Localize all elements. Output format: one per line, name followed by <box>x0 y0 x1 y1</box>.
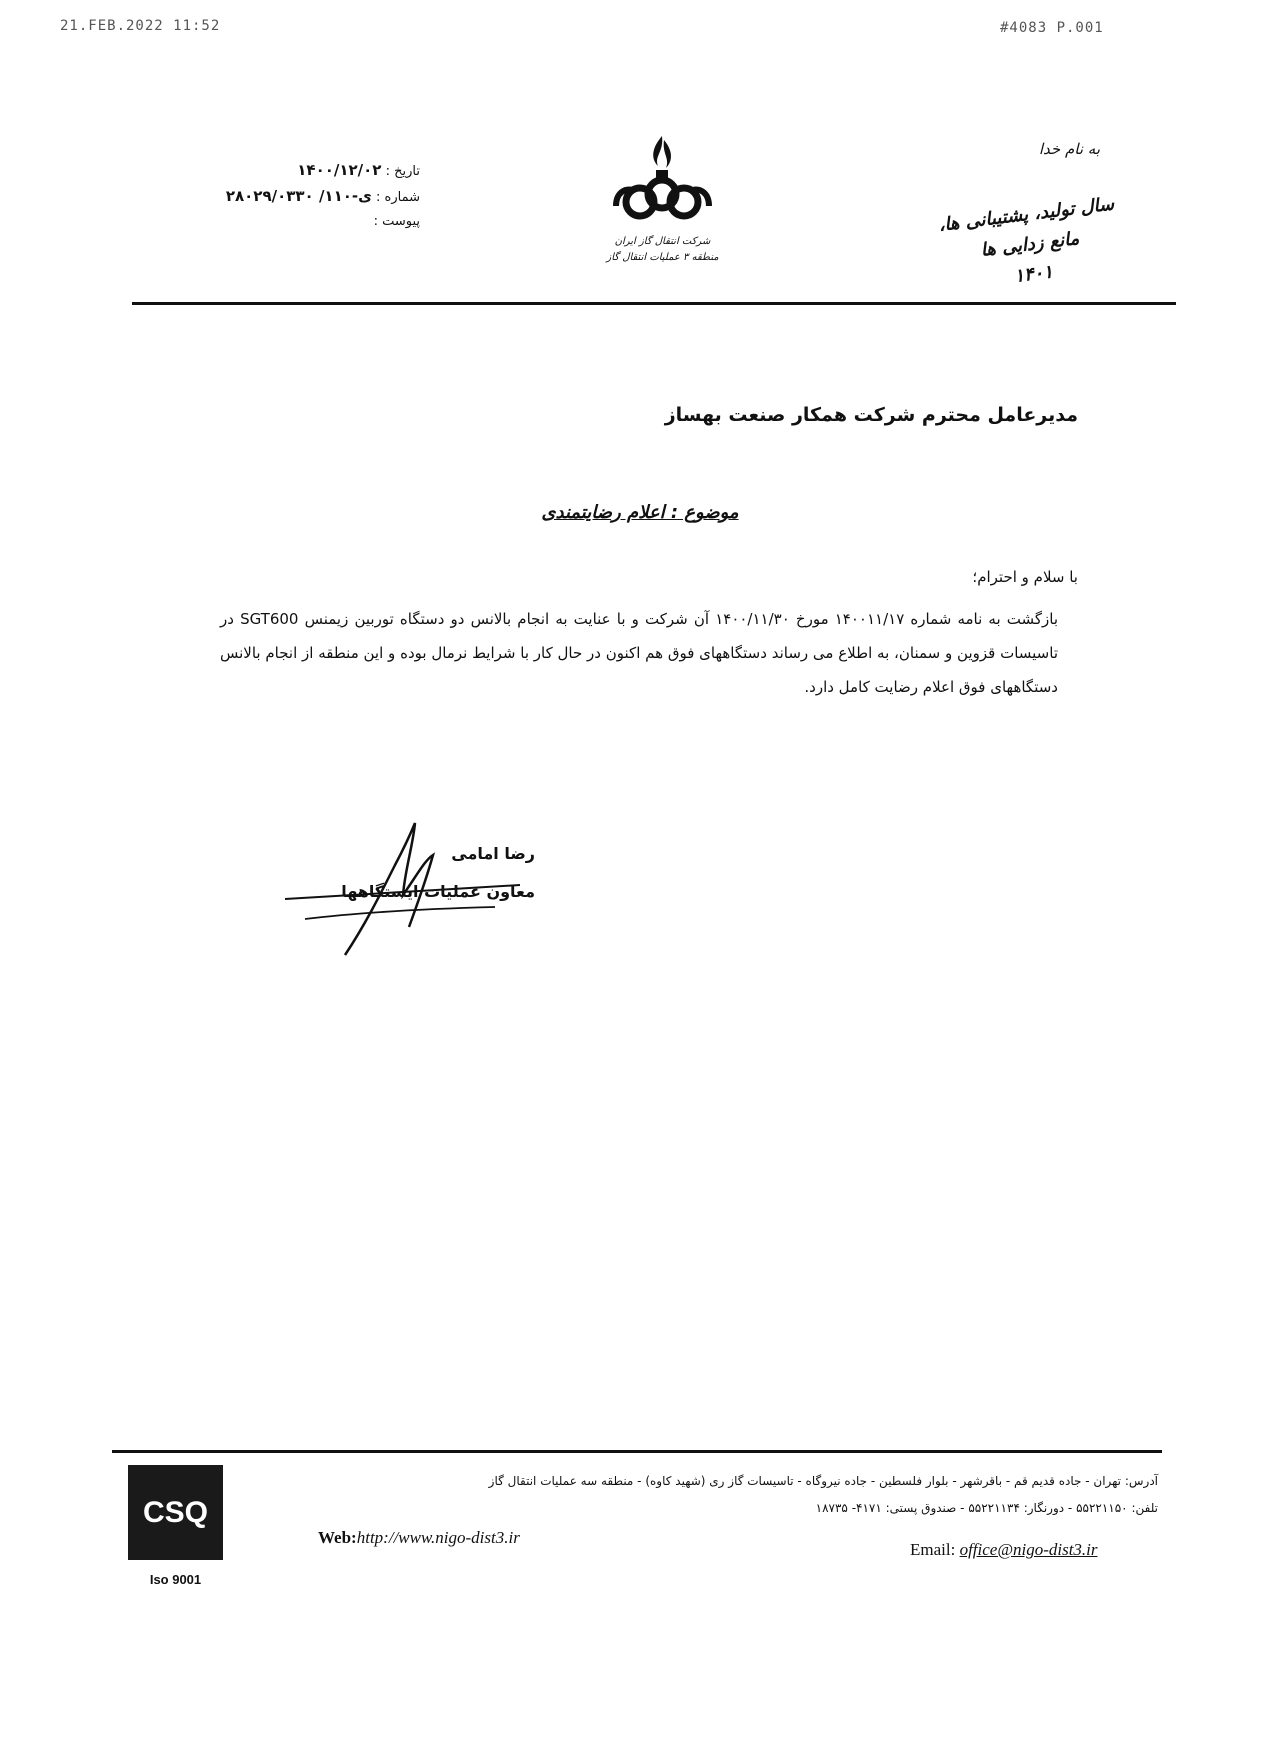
letter-meta <box>160 158 420 234</box>
year-slogan <box>925 188 1134 302</box>
footer-address-block <box>300 1468 1158 1522</box>
subject: موضوع : اعلام رضایتمندی <box>541 502 739 523</box>
certification-badge <box>128 1465 223 1587</box>
signature-block <box>285 815 545 965</box>
signer-name: رضا امامی <box>451 844 535 863</box>
slogan-year: ۱۴۰۱ <box>1013 261 1055 288</box>
attachment-row <box>160 210 420 234</box>
number-value: ی-۱۱۰/ ۲۸۰۲۹/۰۳۳۰ <box>225 187 372 205</box>
footer-divider <box>112 1450 1162 1453</box>
letter-body: بازگشت به نامه شماره ۱۴۰۰۱۱/۱۷ مورخ ۱۴۰۰/۱۱/۳۰ آن شرکت و با عنایت به انجام بالانس دو دستگاه توربین زیمنس SGT600 در تاسیسات قزوین و سمنان، به اطلاع می رساند دستگاههای فوق هم اکنون در حال کار با شرایط نرمال بوده و این منطقه از انجام بالانس دستگاههای فوق اعلام رضایت کامل دارد. <box>220 610 1058 696</box>
bismillah: به نام خدا <box>1038 140 1100 158</box>
company-name: شرکت انتقال گاز ایران <box>614 236 711 247</box>
email-label: Email: <box>910 1540 956 1559</box>
iso-caption: Iso 9001 <box>149 1572 202 1587</box>
date-label: تاریخ : <box>385 164 420 179</box>
signer-info <box>285 835 535 911</box>
fax-page-ref: #4083 P.001 <box>1000 20 1104 36</box>
recipient: مدیرعامل محترم شرکت همکار صنعت بهساز <box>664 404 1078 426</box>
region-name: منطقه ۳ عملیات انتقال گاز <box>606 252 719 263</box>
fax-datetime: 21.FEB.2022 11:52 <box>60 18 221 34</box>
footer-phone: تلفن: ۵۵۲۲۱۱۵۰ - دورنگار: ۵۵۲۲۱۱۳۴ - صندوق پستی: ۴۱۷۱- ۱۸۷۳۵ <box>815 1501 1158 1515</box>
salutation: با سلام و احترام؛ <box>972 568 1078 586</box>
footer-address: آدرس: تهران - جاده قدیم قم - باقرشهر - بلوار فلسطین - جاده نیروگاه - تاسیسات گاز ری (شهید کاوه) - منطقه سه عملیات انتقال گاز <box>488 1474 1158 1488</box>
attachment-label: پیوست : <box>373 214 420 229</box>
number-label: شماره : <box>376 190 420 205</box>
web-url[interactable]: http://www.nigo-dist3.ir <box>356 1528 520 1547</box>
number-row <box>160 184 420 210</box>
web-label: Web: <box>318 1528 357 1547</box>
footer-web <box>318 1528 520 1548</box>
date-value: ۱۴۰۰/۱۲/۰۲ <box>297 161 382 179</box>
gas-company-logo-icon <box>610 130 715 230</box>
footer-email <box>910 1540 1098 1560</box>
header-divider <box>132 302 1176 305</box>
slogan-text: سال تولید، پشتیبانی ها، مانع زدایی ها <box>937 193 1116 261</box>
company-emblem <box>600 130 725 266</box>
date-row <box>160 158 420 184</box>
signer-title: معاون عملیات ایستگاهها <box>341 882 535 901</box>
email-value[interactable]: office@nigo-dist3.ir <box>959 1540 1098 1559</box>
csq-logo: CSQ <box>128 1465 223 1560</box>
